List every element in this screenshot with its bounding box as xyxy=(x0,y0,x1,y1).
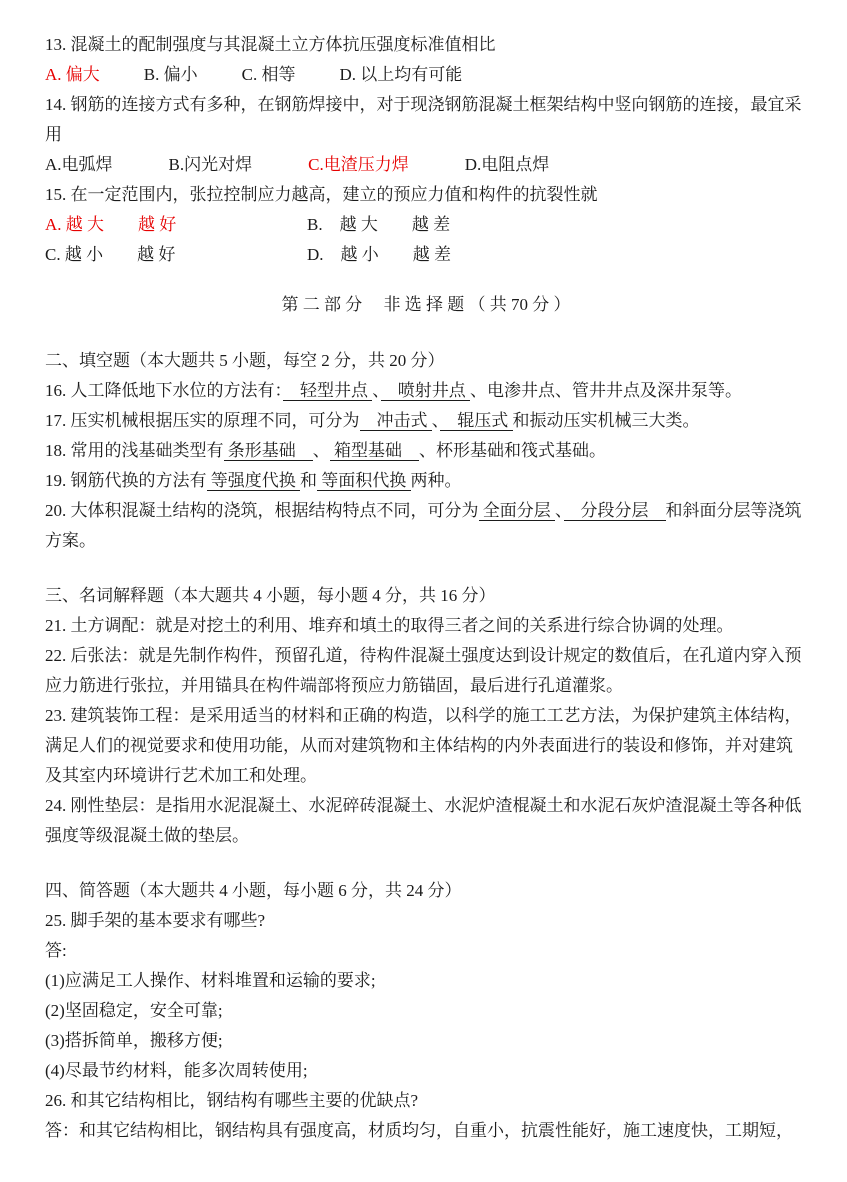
q19-blank-1: 等强度代换 xyxy=(206,471,300,490)
q25-answer-item-2: (2)坚固稳定，安全可靠; xyxy=(45,1001,223,1020)
q25-answer-item-1: (1)应满足工人操作、材料堆置和运输的要求; xyxy=(45,971,376,990)
q18-blank-1: 条形基础 xyxy=(223,441,313,460)
q18-blank-2: 箱型基础 xyxy=(329,441,419,460)
q20-separator: 、 xyxy=(555,501,564,520)
q14-option-d: D.电阻点焊 xyxy=(464,155,550,174)
q26: 26. 和其它结构相比，钢结构有哪些主要的优缺点? xyxy=(45,1091,419,1110)
section-short-answer xyxy=(45,876,807,1146)
q13-options xyxy=(45,60,807,90)
section-fill-in xyxy=(45,346,807,556)
q13-option-b: B. 偏小 xyxy=(143,65,198,84)
definitions-heading: 三、名词解释题（本大题共 4 小题，每小题 4 分，共 16 分） xyxy=(45,586,496,605)
q14-options xyxy=(45,150,807,180)
q25-answer-item-4: (4)尽最节约材料，能多次周转使用; xyxy=(45,1061,308,1080)
q13-option-a: A. 偏大 xyxy=(45,65,100,84)
q15-options-row-2 xyxy=(45,240,807,270)
q22: 22. 后张法：就是先制作构件，预留孔道，待构件混凝土强度达到设计规定的数值后，在孔道内穿入预应力筋进行张拉，并用锚具在构件端部将预应力筋锚固，最后进行孔道灌浆。 xyxy=(45,646,802,695)
q19 xyxy=(45,466,807,496)
q15-options-row-1 xyxy=(45,210,807,240)
section-choice-questions xyxy=(45,30,807,270)
section-definitions xyxy=(45,581,807,851)
q16-blank-1: 轻型井点 xyxy=(283,381,373,400)
q17 xyxy=(45,406,807,436)
q17-text-post: 和振动压实机械三大类。 xyxy=(512,411,700,430)
q21: 21. 土方调配：就是对挖土的利用、堆弃和填土的取得三者之间的关系进行综合协调的处理。 xyxy=(45,616,734,635)
q20-text-post: 和斜面分层等浇筑方案。 xyxy=(45,501,802,550)
q20 xyxy=(45,496,807,556)
q19-text-post: 两种。 xyxy=(410,471,462,490)
q18 xyxy=(45,436,807,466)
q16-separator: 、 xyxy=(372,381,381,400)
q19-separator: 和 xyxy=(300,471,317,490)
q16-text-post: 、电渗井点、管井井点及深井泵等。 xyxy=(470,381,742,400)
q25: 25. 脚手架的基本要求有哪些? xyxy=(45,911,266,930)
part2-heading: 第 二 部 分 非 选 择 题 （ 共 70 分 ） xyxy=(281,295,571,314)
q25-answer-item-3: (3)搭拆简单，搬移方便; xyxy=(45,1031,223,1050)
q14-option-a: A.电弧焊 xyxy=(45,155,113,174)
q16-text-pre: 16. 人工降低地下水位的方法有： xyxy=(45,381,283,400)
q15-option-c: C. 越 小 越 好 xyxy=(45,245,176,264)
q14-option-b: B.闪光对焊 xyxy=(168,155,253,174)
q15-option-d: D. 越 小 越 差 xyxy=(307,245,452,264)
q16 xyxy=(45,376,807,406)
q17-text-pre: 17. 压实机械根据压实的原理不同，可分为 xyxy=(45,411,360,430)
q13-option-d: D. 以上均有可能 xyxy=(339,65,463,84)
q15-option-a: A. 越 大 越 好 xyxy=(45,215,177,234)
q18-separator: 、 xyxy=(312,441,330,460)
q14-option-c: C.电渣压力焊 xyxy=(308,155,409,174)
q20-blank-2: 分段分层 xyxy=(563,501,666,520)
fill-in-heading: 二、填空题（本大题共 5 小题，每空 2 分，共 20 分） xyxy=(45,351,445,370)
q13-option-c: C. 相等 xyxy=(241,65,296,84)
q26-answer: 答：和其它结构相比，钢结构具有强度高，材质均匀，自重小，抗震性能好，施工速度快，工期短， xyxy=(45,1121,793,1140)
q18-text-post: 、杯形基础和筏式基础。 xyxy=(419,441,606,460)
q18-text-pre: 18. 常用的浅基础类型有 xyxy=(45,441,224,460)
q24: 24. 刚性垫层：是指用水泥混凝土、水泥碎砖混凝土、水泥炉渣棍凝土和水泥石灰炉渣混凝土等各种低强度等级混凝土做的垫层。 xyxy=(45,796,802,845)
q14-stem: 14. 钢筋的连接方式有多种，在钢筋焊接中，对于现浇钢筋混凝土框架结构中竖向钢筋的连接，最宜采用 xyxy=(45,95,802,144)
q19-text-pre: 19. 钢筋代换的方法有 xyxy=(45,471,207,490)
q15-option-b: B. 越 大 越 差 xyxy=(307,215,451,234)
q25-answer-label: 答: xyxy=(45,941,67,960)
q19-blank-2: 等面积代换 xyxy=(317,471,411,490)
q20-blank-1: 全面分层 xyxy=(478,501,555,520)
q17-blank-1: 冲击式 xyxy=(359,411,432,430)
q17-separator: 、 xyxy=(431,411,441,430)
q16-blank-2: 喷射井点 xyxy=(380,381,470,400)
short-answer-heading: 四、简答题（本大题共 4 小题，每小题 6 分，共 24 分） xyxy=(45,881,462,900)
q17-blank-2: 辊压式 xyxy=(440,411,513,430)
q13-stem: 13. 混凝土的配制强度与其混凝土立方体抗压强度标准值相比 xyxy=(45,35,496,54)
q15-stem: 15. 在一定范围内，张拉控制应力越高，建立的预应力值和构件的抗裂性就 xyxy=(45,185,598,204)
q20-text-pre: 20. 大体积混凝土结构的浇筑，根据结构特点不同，可分为 xyxy=(45,501,479,520)
q23: 23. 建筑装饰工程：是采用适当的材料和正确的构造，以科学的施工工艺方法，为保护建筑主体结构，满足人们的视觉要求和使用功能，从而对建筑物和主体结构的内外表面进行的装设和修饰，并对建筑及其室内环境讲行艺术加工和处理。 xyxy=(45,706,802,785)
